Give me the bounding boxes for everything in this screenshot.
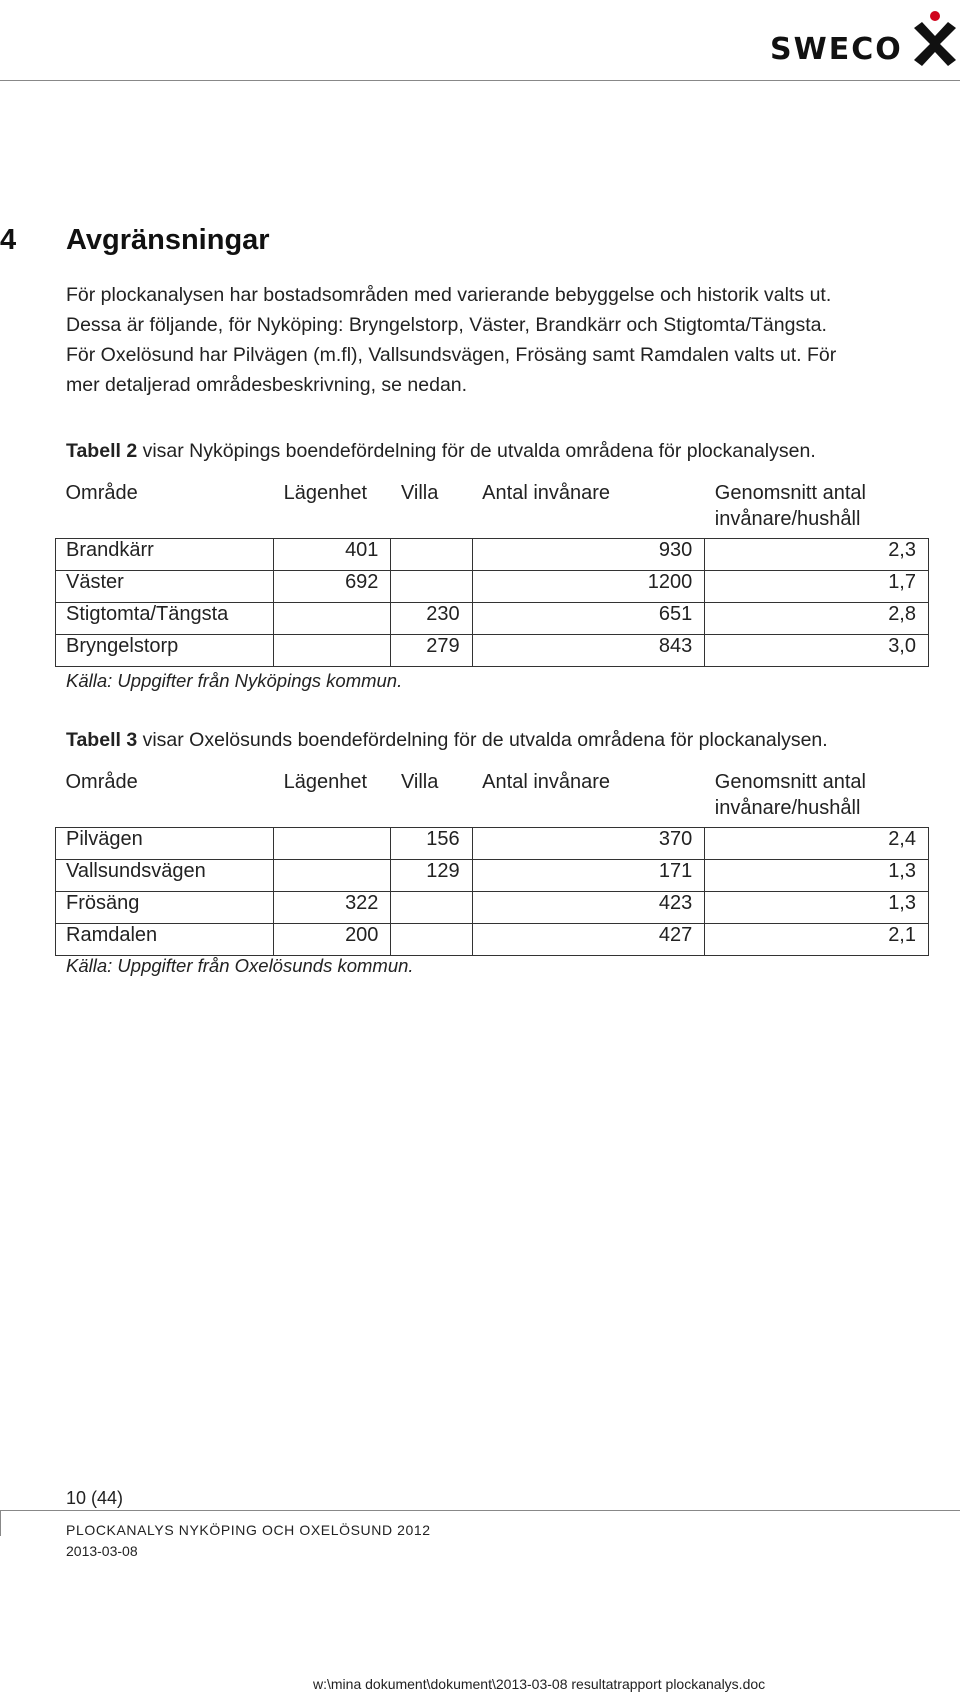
column-header: Lägenhet: [283, 482, 368, 504]
table-cell: Ramdalen: [56, 924, 274, 956]
paragraph-line: mer detaljerad områdesbeskrivning, se nedan.: [66, 374, 468, 396]
table3-caption-text: visar Oxelösunds boendefördelning för de utvalda områdena för plockanalysen.: [137, 729, 828, 751]
table-cell: 200: [274, 924, 391, 956]
table-cell: 2,1: [705, 924, 929, 956]
logo-text: SWECO: [770, 32, 903, 67]
table2-caption: [66, 440, 816, 463]
column-header-line: invånare/hushåll: [714, 508, 861, 530]
paragraph-line: För plockanalysen har bostadsområden med varierande bebyggelse och historik valts ut.: [66, 284, 832, 306]
table-cell: [391, 539, 472, 571]
table-cell: 3,0: [705, 635, 929, 667]
table-cell: 651: [472, 603, 705, 635]
table-cell: Pilvägen: [56, 828, 274, 860]
table-cell: [391, 892, 472, 924]
column-header-line: Genomsnitt antal: [714, 482, 866, 504]
section-number: 4: [0, 224, 17, 256]
column-header: Antal invånare: [482, 482, 611, 504]
footer-date: 2013-03-08: [66, 1543, 138, 1559]
table-cell: 171: [472, 860, 705, 892]
table-row: [56, 924, 929, 956]
paragraph-line: För Oxelösund har Pilvägen (m.fl), Vallsundsvägen, Frösäng samt Ramdalen valts ut. För: [66, 344, 837, 366]
sweco-figure-icon: [908, 6, 958, 76]
intro-paragraph: [66, 280, 946, 400]
table-cell: 692: [274, 571, 391, 603]
column-header: Antal invånare: [482, 771, 611, 793]
table-cell: 2,4: [705, 828, 929, 860]
table-cell: 427: [472, 924, 705, 956]
table-cell: 423: [472, 892, 705, 924]
column-header: [705, 478, 929, 539]
column-header: Lägenhet: [283, 771, 368, 793]
company-logo: [768, 6, 960, 76]
table-cell: 843: [472, 635, 705, 667]
table-row: [56, 603, 929, 635]
table3-source: Källa: Uppgifter från Oxelösunds kommun.: [66, 955, 414, 976]
table-cell: [274, 635, 391, 667]
table-cell: 156: [391, 828, 472, 860]
table-cell: Vallsundsvägen: [56, 860, 274, 892]
table-cell: 370: [472, 828, 705, 860]
column-header: Villa: [400, 771, 439, 793]
table-row: [56, 892, 929, 924]
table-row: [56, 828, 929, 860]
table-header-row: [56, 478, 929, 539]
table-cell: 2,3: [705, 539, 929, 571]
column-header: Villa: [400, 482, 439, 504]
column-header-line: Genomsnitt antal: [714, 771, 866, 793]
table-row: [56, 860, 929, 892]
table-cell: Väster: [56, 571, 274, 603]
table-cell: 1,3: [705, 860, 929, 892]
footer-rule-tick: [0, 1510, 1, 1536]
table-cell: 930: [472, 539, 705, 571]
table-cell: [391, 924, 472, 956]
table3: [55, 767, 929, 956]
table3-caption-label: Tabell 3: [66, 729, 138, 751]
column-header-line: invånare/hushåll: [714, 797, 861, 819]
footer-document-title: PLOCKANALYS NYKÖPING OCH OXELÖSUND 2012: [66, 1522, 431, 1538]
table-cell: 322: [274, 892, 391, 924]
table-cell: 1,7: [705, 571, 929, 603]
column-header: Område: [65, 482, 138, 504]
table-header-row: [56, 767, 929, 828]
table-cell: 401: [274, 539, 391, 571]
table-cell: Stigtomta/Tängsta: [56, 603, 274, 635]
table-cell: Brandkärr: [56, 539, 274, 571]
table-row: [56, 571, 929, 603]
header-rule: [0, 80, 960, 81]
table-cell: 2,8: [705, 603, 929, 635]
table-row: [56, 539, 929, 571]
table2-caption-text: visar Nyköpings boendefördelning för de utvalda områdena för plockanalysen.: [137, 440, 816, 462]
table2: [55, 478, 929, 667]
table-cell: [391, 571, 472, 603]
table-cell: 1,3: [705, 892, 929, 924]
table-cell: 230: [391, 603, 472, 635]
table-row: [56, 635, 929, 667]
table-cell: [274, 828, 391, 860]
footer-rule: [0, 1510, 960, 1511]
column-header: Område: [65, 771, 138, 793]
table-cell: Bryngelstorp: [56, 635, 274, 667]
table2-caption-label: Tabell 2: [66, 440, 138, 462]
table-cell: Frösäng: [56, 892, 274, 924]
section-title: Avgränsningar: [66, 224, 270, 256]
file-path: w:\mina dokument\dokument\2013-03-08 resultatrapport plockanalys.doc: [313, 1676, 766, 1692]
table-cell: 1200: [472, 571, 705, 603]
table-cell: 129: [391, 860, 472, 892]
paragraph-line: Dessa är följande, för Nyköping: Bryngelstorp, Väster, Brandkärr och Stigtomta/Tängsta.: [66, 314, 827, 336]
page-number: 10 (44): [66, 1488, 124, 1508]
table2-source: Källa: Uppgifter från Nyköpings kommun.: [66, 670, 403, 691]
table-cell: [274, 860, 391, 892]
table-cell: 279: [391, 635, 472, 667]
table-cell: [274, 603, 391, 635]
table3-caption: [66, 729, 828, 752]
column-header: [705, 767, 929, 828]
